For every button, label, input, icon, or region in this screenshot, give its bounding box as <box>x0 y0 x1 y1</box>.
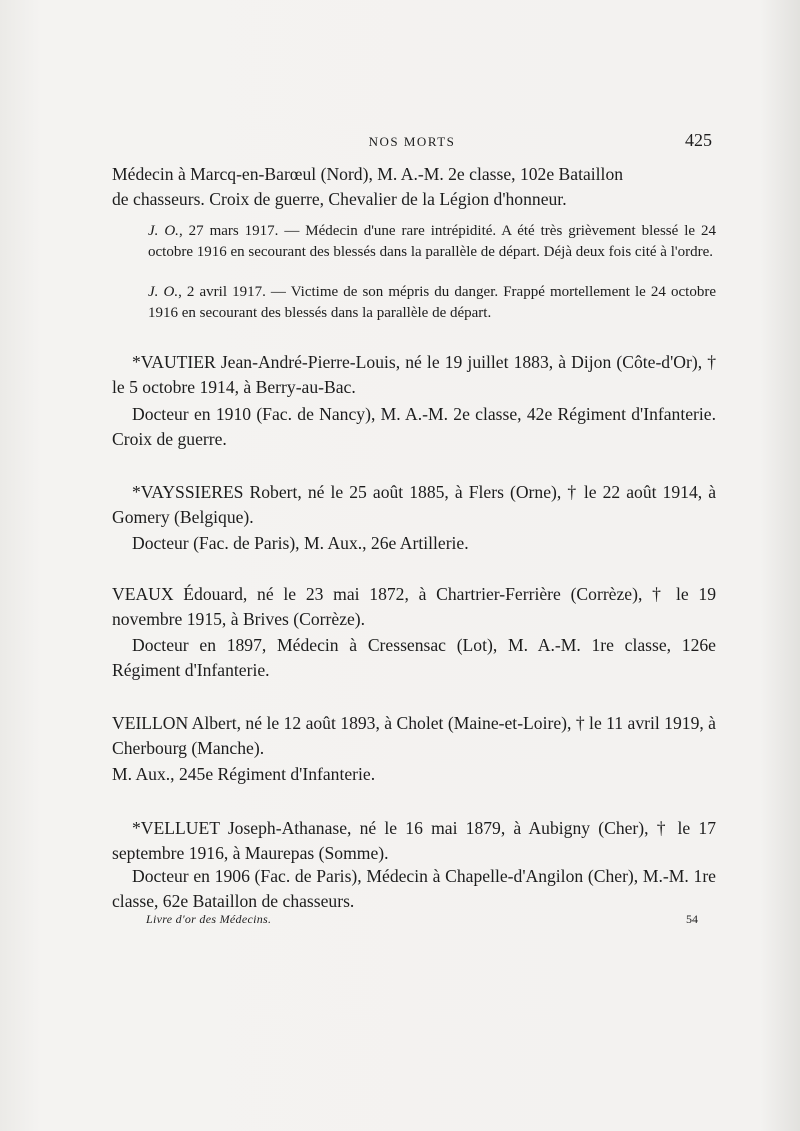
citation-ref: J. O. <box>148 284 179 300</box>
intro-line-1: Médecin à Marcq-en-Barœul (Nord), M. A.-M. 2e classe, 102e Bataillon <box>112 164 624 184</box>
entry-detail: M. Aux., 245e Régiment d'Infanterie. <box>112 764 376 784</box>
citation-2 <box>148 282 716 323</box>
running-head: NOS MORTS <box>368 134 456 149</box>
printer-signature: Livre d'or des Médecins. <box>146 912 272 926</box>
intro-line-2: de chasseurs. Croix de guerre, Chevalier de la Légion d'honneur. <box>112 188 567 209</box>
page-header <box>112 130 712 154</box>
citation-text: , 27 mars 1917. — Médecin d'une rare intrépidité. A été très grièvement blessé le 24 octobre 1916 en secourant des blessés dans la parallèle de départ. Déjà deux fois cité à l'ordre. <box>148 223 716 260</box>
entry-detail: Docteur (Fac. de Paris), M. Aux., 26e Artillerie. <box>132 533 469 553</box>
citation-text: , 2 avril 1917. — Victime de son mépris du danger. Frappé mortellement le 24 octobre 1916 en secourant des blessés dans la parallèle de départ. <box>148 284 716 321</box>
entry-name-line: *VAUTIER Jean-André-Pierre-Louis, né le 19 juillet 1883, à Dijon (Côte-d'Or), † le 5 octobre 1914, à Berry-au-Bac. <box>112 352 716 397</box>
entry-name-line: VEAUX Édouard, né le 23 mai 1872, à Chartrier-Ferrière (Corrèze), † le 19 novembre 1915, à Brives (Corrèze). <box>112 584 716 629</box>
entry-detail: Docteur en 1910 (Fac. de Nancy), M. A.-M. 2e classe, 42e Régiment d'Infanterie. Croix de guerre. <box>112 404 716 449</box>
entry-name-line: *VAYSSIERES Robert, né le 25 août 1885, à Flers (Orne), † le 22 août 1914, à Gomery (Belgique). <box>112 482 716 527</box>
entry-name-line: VEILLON Albert, né le 12 août 1893, à Cholet (Maine-et-Loire), † le 11 avril 1919, à Cherbourg (Manche). <box>112 713 716 758</box>
intro-paragraph <box>112 162 716 211</box>
sheet-number: 54 <box>686 912 698 926</box>
citation-1 <box>148 221 716 262</box>
entry-name-line: *VELLUET Joseph-Athanase, né le 16 mai 1879, à Aubigny (Cher), † le 17 septembre 1916, à Maurepas (Somme). <box>112 818 716 863</box>
entry-detail: Docteur en 1897, Médecin à Cressensac (Lot), M. A.-M. 1re classe, 126e Régiment d'Infanterie. <box>112 635 716 680</box>
page-number: 425 <box>685 130 712 150</box>
citation-ref: J. O. <box>148 223 179 239</box>
entry-detail: Docteur en 1906 (Fac. de Paris), Médecin à Chapelle-d'Angilon (Cher), M.-M. 1re classe, 62e Bataillon de chasseurs. <box>112 866 716 911</box>
page-footer <box>146 912 698 932</box>
